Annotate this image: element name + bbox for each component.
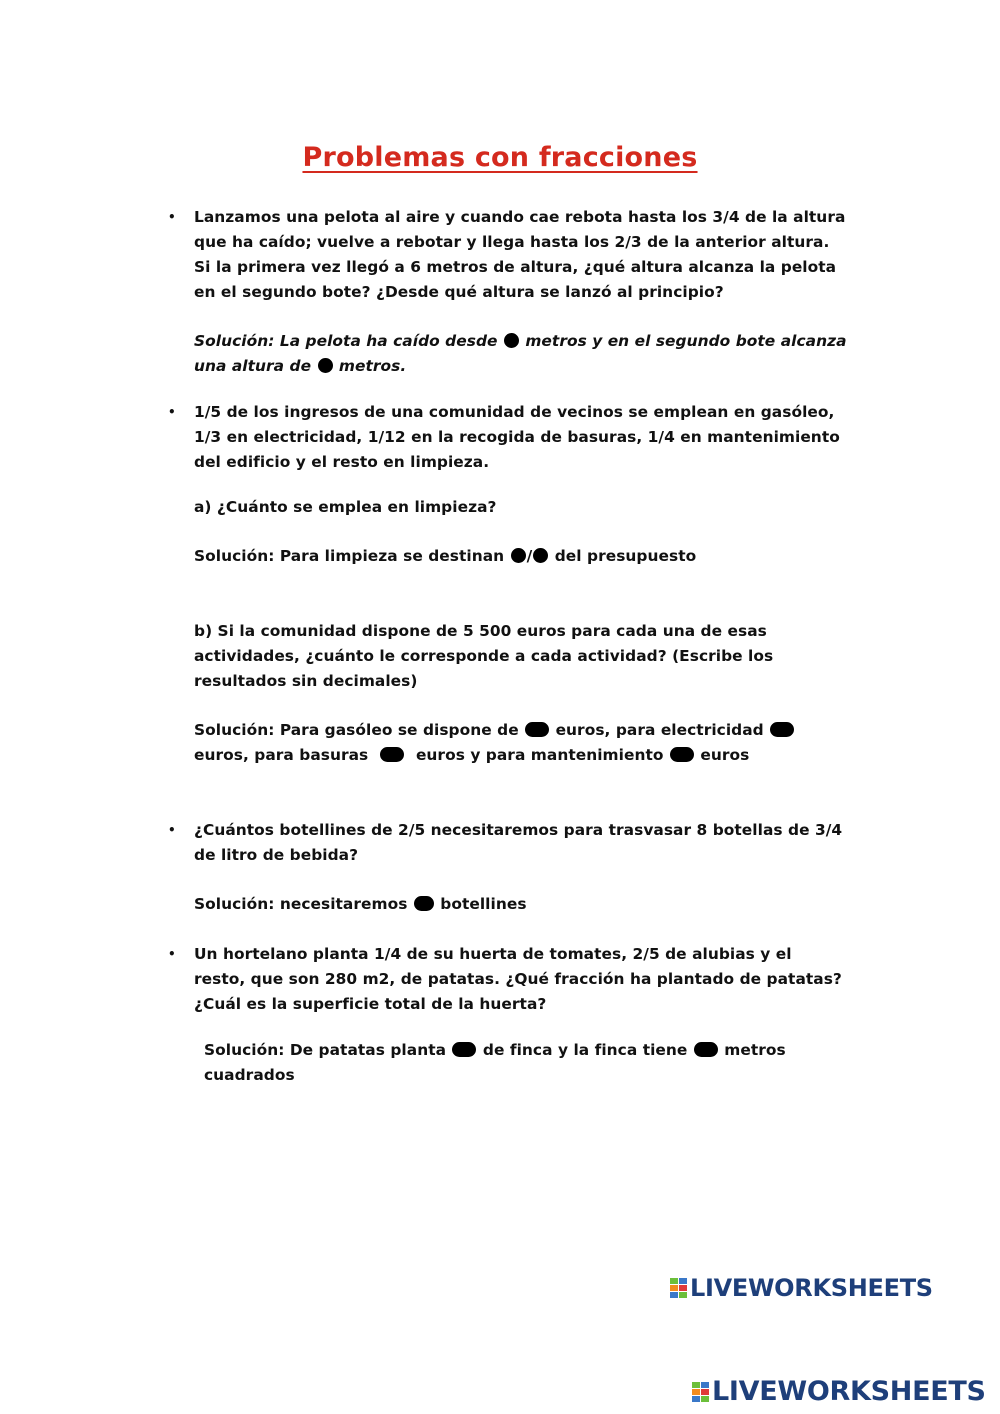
solution-text: metros.	[338, 357, 407, 375]
problem3-line1: ¿Cuántos botellines de 2/5 necesitaremos para trasvasar 8 botellas de 3/4	[194, 821, 843, 839]
answer-blank-fall-height[interactable]	[504, 333, 519, 348]
problem4-solution-line2: cuadrados	[204, 1066, 295, 1084]
answer-blank-total-area[interactable]	[694, 1042, 718, 1057]
brand-text: LIVEWORKSHEETS	[690, 1274, 933, 1302]
problem2-question-b-line1: b) Si la comunidad dispone de 5 500 euros para cada una de esas	[194, 622, 767, 640]
problem3-solution	[194, 894, 527, 914]
problem2-solution-b-line1	[194, 720, 795, 740]
fraction-slash: /	[526, 547, 533, 565]
problem3-line2: de litro de bebida?	[194, 846, 359, 864]
solution-text: euros	[700, 746, 750, 764]
solution-text: de finca y la finca tiene	[482, 1041, 688, 1059]
problem2-question-b-line2: actividades, ¿cuánto le corresponde a cada actividad? (Escribe los	[194, 647, 774, 665]
brand-text: LIVEWORKSHEETS	[712, 1376, 986, 1407]
bullet-4: •	[168, 947, 176, 961]
problem1-line1: Lanzamos una pelota al aire y cuando cae rebota hasta los 3/4 de la altura	[194, 208, 846, 226]
solution-text: Solución: La pelota ha caído desde	[194, 332, 498, 350]
answer-blank-cleaning-denominator[interactable]	[533, 548, 548, 563]
answer-blank-electricity[interactable]	[770, 722, 794, 737]
answer-blank-diesel[interactable]	[525, 722, 549, 737]
problem4-solution-line1	[204, 1040, 786, 1060]
solution-text: del presupuesto	[554, 547, 697, 565]
problem1-line2: que ha caído; vuelve a rebotar y llega hasta los 2/3 de la anterior altura.	[194, 233, 830, 251]
problem1-solution-line2	[194, 356, 406, 376]
brand-logo-upper	[670, 1274, 933, 1302]
solution-text: euros y para mantenimiento	[415, 746, 664, 764]
problem4-line3: ¿Cuál es la superficie total de la huerta?	[194, 995, 547, 1013]
problem1-line3: Si la primera vez llegó a 6 metros de altura, ¿qué altura alcanza la pelota	[194, 258, 837, 276]
problem2-question-a: a) ¿Cuánto se emplea en limpieza?	[194, 498, 497, 516]
bullet-1: •	[168, 210, 176, 224]
solution-text: Solución: Para limpieza se destinan	[194, 547, 505, 565]
problem2-solution-a	[194, 546, 696, 566]
answer-blank-second-bounce[interactable]	[318, 358, 333, 373]
solution-text: Solución: necesitaremos	[194, 895, 408, 913]
problem2-line1: 1/5 de los ingresos de una comunidad de vecinos se emplean en gasóleo,	[194, 403, 835, 421]
problem2-question-b-line3: resultados sin decimales)	[194, 672, 418, 690]
solution-text: Solución: De patatas planta	[204, 1041, 447, 1059]
problem4-line1: Un hortelano planta 1/4 de su huerta de tomates, 2/5 de alubias y el	[194, 945, 792, 963]
liveworksheets-logo-icon	[670, 1278, 688, 1298]
bullet-2: •	[168, 405, 176, 419]
page-title: Problemas con fracciones	[302, 142, 698, 173]
solution-text: botellines	[440, 895, 527, 913]
answer-blank-maintenance[interactable]	[670, 747, 694, 762]
answer-blank-bottles[interactable]	[414, 896, 434, 911]
solution-text: euros, para basuras	[194, 746, 369, 764]
answer-blank-cleaning-numerator[interactable]	[511, 548, 526, 563]
liveworksheets-logo-icon	[692, 1382, 710, 1402]
problem2-solution-b-line2	[194, 745, 749, 765]
problem2-line3: del edificio y el resto en limpieza.	[194, 453, 490, 471]
problem4-line2: resto, que son 280 m2, de patatas. ¿Qué fracción ha plantado de patatas?	[194, 970, 842, 988]
solution-text: una altura de	[194, 357, 312, 375]
solution-text: euros, para electricidad	[555, 721, 764, 739]
problem1-solution-line1	[194, 331, 847, 351]
solution-text: metros	[724, 1041, 786, 1059]
bullet-3: •	[168, 823, 176, 837]
solution-text: Solución: Para gasóleo se dispone de	[194, 721, 519, 739]
problem2-line2: 1/3 en electricidad, 1/12 en la recogida de basuras, 1/4 en mantenimiento	[194, 428, 840, 446]
brand-logo-lower	[692, 1376, 986, 1407]
problem1-line4: en el segundo bote? ¿Desde qué altura se lanzó al principio?	[194, 283, 724, 301]
answer-blank-garbage[interactable]	[380, 747, 404, 762]
answer-blank-potato-fraction[interactable]	[452, 1042, 476, 1057]
solution-text: metros y en el segundo bote alcanza	[525, 332, 847, 350]
